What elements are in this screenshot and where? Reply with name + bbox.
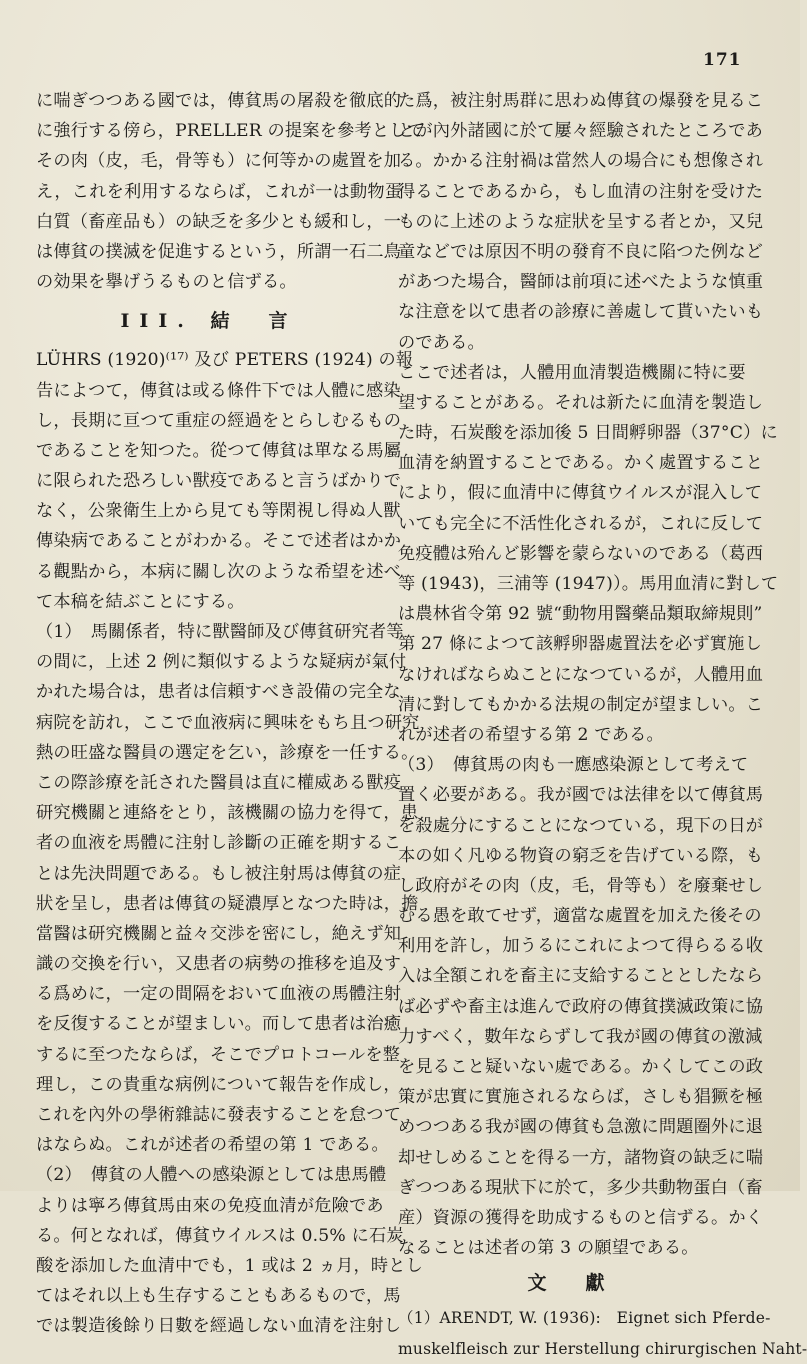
- paragraph-ichiseki-nicho: [36, 86, 425, 297]
- text-line: の効果を擧げうるものと信ずる。: [36, 272, 297, 293]
- text-line: 熱の旺盛な醫員の選定を乞い，診療を一任する。: [36, 742, 419, 763]
- text-line: 第 27 條によつて該孵卵器處置法を必ず實施し: [398, 634, 762, 655]
- text-line: めつつある我が國の傳貧も急激に問題圈外に退: [398, 1117, 764, 1138]
- text-line: に強行する傍ら，PRELLER の提案を參考として: [36, 121, 425, 142]
- text-line: これを內外の學術雜誌に發表することを怠つて: [36, 1105, 402, 1125]
- text-line: てはそれ以上も生存することもあるもので，馬: [36, 1286, 401, 1307]
- text-line: （2） 傳貧の人體への感染源としては患馬體: [36, 1165, 387, 1186]
- text-line: であることを知つた。從つて傳貧は單なる馬屬: [36, 440, 402, 461]
- text-line: 産）資源の獲得を助成するものと信ずる。かく: [398, 1207, 764, 1228]
- paragraph-wish-2-start: [36, 1160, 424, 1341]
- reference-list: [398, 1303, 807, 1363]
- text-line: 血清を納置することである。かく處置すること: [398, 453, 764, 474]
- text-line: （3） 傳貧馬の肉も一應感染源として考えて: [398, 755, 749, 776]
- text-line: なることは述者の第 3 の願望である。: [398, 1238, 699, 1259]
- text-line: ぎつつある現狀下に於て，多少共動物蛋白（畜: [398, 1177, 763, 1198]
- left-column: [36, 86, 425, 1342]
- text-line: を殺處分にすることになつている，現下の日が: [398, 815, 764, 836]
- text-line: 識の交換を行い，又患者の病勢の推移を追及す: [36, 954, 402, 975]
- text-line: な注意を以て患者の診療に善處して貰いたいも: [398, 302, 764, 323]
- paragraph-serum-request: [398, 358, 779, 750]
- text-line: の間に，上述 2 例に類似するような疑病が氣付: [36, 652, 407, 673]
- text-line: 狀を呈し，患者は傳貧の疑濃厚となつた時は，擔: [36, 893, 419, 914]
- text-line: とは先決問題である。もし被注射馬は傳貧の症: [36, 863, 402, 884]
- text-line: る。何となれば，傳貧ウイルスは 0.5% に石炭: [36, 1225, 404, 1246]
- text-line: その肉（皮，毛，骨等も）に何等かの處置を加: [36, 151, 402, 172]
- text-line: いても完全に不活性化されるが，これに反して: [398, 513, 764, 534]
- text-line: 當醫は研究機關と益々交渉を密にし，絶えず知: [36, 923, 402, 944]
- paragraph-wish-1: [36, 617, 420, 1160]
- text-line: に限られた恐ろしい獸疫であると言うばかりで: [36, 471, 402, 492]
- text-line: る觀點から，本病に關し次のような希望を述べ: [36, 561, 402, 582]
- text-line: のである。: [398, 332, 485, 353]
- text-line: 策が忠實に實施されるならば，さしも猖獗を極: [398, 1087, 764, 1108]
- text-line: 等 (1943)，三浦等 (1947)）。馬用血清に對して: [398, 574, 779, 594]
- paragraph-intro-conclusion: [36, 345, 414, 617]
- text-line: かれた場合は，患者は信頼すべき設備の完全な: [36, 682, 401, 703]
- text-line: ものに上述のような症狀を呈する者とか，又兒: [398, 211, 764, 232]
- page-number: 171: [703, 50, 742, 70]
- paragraph-wish-3: [398, 750, 764, 1263]
- text-line: 清に對してもかかる法規の制定が望ましい。こ: [398, 694, 764, 715]
- text-line: し政府がその肉（皮，毛，骨等も）を廢棄せし: [398, 875, 764, 896]
- text-line: れが述者の希望する第 2 である。: [398, 724, 664, 745]
- text-line: 力すべく，數年ならずして我が國の傳貧の激減: [398, 1026, 763, 1047]
- text-line: 理し，この貴重な病例について報告を作成し，: [36, 1074, 401, 1095]
- text-line: 告によつて，傳貧は或る條件下では人體に感染: [36, 380, 401, 401]
- text-line: はならぬ。これが述者の希望の第 1 である。: [36, 1135, 389, 1156]
- text-line: この際診療を託された醫員は直に權威ある獸疫: [36, 772, 402, 793]
- text-line: 本の如く凡ゆる物資の窮乏を告げている際，も: [398, 845, 764, 866]
- text-line: 望することがある。それは新たに血清を製造し: [398, 392, 764, 413]
- text-line: 置く必要がある。我が國では法律を以て傳貧馬: [398, 785, 764, 806]
- text-line: では製造後餘り日數を經過しない血清を注射し: [36, 1316, 402, 1337]
- text-line: 入は全額これを畜主に支給することとしたなら: [398, 966, 764, 987]
- text-line: た爲，被注射馬群に思わぬ傳貧の爆發を見るこ: [398, 91, 764, 111]
- text-line: た時，石炭酸を添加後 5 日間孵卵器（37°C）に: [398, 423, 778, 444]
- text-line: なければならぬことになつているが，人體用血: [398, 664, 764, 685]
- text-line: ここで述者は，人體用血清製造機關に特に要: [398, 362, 746, 383]
- text-line: 研究機關と連絡をとり，該機關の協力を得て，患: [36, 803, 419, 824]
- text-line: 免疫體は殆んど影響を蒙らないのである（葛西: [398, 543, 764, 564]
- reference-item: （1）ARENDT, W. (1936): Eignet sich Pferde-: [398, 1309, 771, 1328]
- text-line: とが內外諸國に於て屢々經驗されたところであ: [398, 121, 763, 142]
- text-line: 得ることであるから，もし血清の注射を受けた: [398, 181, 764, 202]
- text-line: え，これを利用するならば，これが一は動物蛋: [36, 181, 403, 202]
- text-line: 利用を許し，加うるにこれによつて得らるる收: [398, 936, 764, 957]
- text-line: よりは寧ろ傳貧馬由來の免疫血清が危險であ: [36, 1195, 384, 1216]
- text-line: 酸を添加した血清中でも，1 或は 2 ヵ月，時とし: [36, 1255, 424, 1276]
- right-column: [398, 86, 807, 1364]
- text-line: むる愚を敢てせず，適當な處置を加えた後その: [398, 906, 762, 927]
- text-line: するに至つたならば，そこでプロトコールを整: [36, 1044, 401, 1065]
- section-heading-references: 文 獻: [527, 1272, 615, 1295]
- text-line: に喘ぎつつある國では，傳貧馬の屠殺を徹底的: [36, 91, 402, 111]
- text-line: を反復することが望ましい。而して患者は治癒: [36, 1014, 402, 1035]
- text-line: LÜHRS (1920)⁽¹⁷⁾ 及び PETERS (1924) の報: [36, 350, 414, 371]
- text-line: 者の血液を馬體に注射し診斷の正確を期するこ: [36, 833, 402, 854]
- paragraph-wish-2-continued: [398, 86, 764, 358]
- text-line: る。かかる注射禍は當然人の場合にも想像され: [398, 151, 764, 172]
- text-line: ば必ずや畜主は進んで政府の傳貧撲滅政策に協: [398, 996, 764, 1017]
- text-line: を見ること疑いない處である。かくしてこの政: [398, 1057, 764, 1077]
- text-line: があつた場合，醫師は前項に述べたような慎重: [398, 272, 764, 293]
- text-line: は農林省令第 92 號“動物用醫藥品類取締規則”: [398, 604, 763, 625]
- text-line: は傳貧の撲滅を促進するという，所謂一石二鳥: [36, 241, 402, 262]
- reference-item: muskelfleisch zur Herstellung chirurgischen Naht-: [398, 1339, 807, 1358]
- text-line: により，假に血清中に傳貧ウイルスが混入して: [398, 483, 763, 504]
- text-line: て本稿を結ぶことにする。: [36, 591, 245, 612]
- text-line: 傳染病であることがわかる。そこで述者はかか: [36, 531, 402, 552]
- text-line: 病院を訪れ，ここで血液病に興味をもち且つ研究: [36, 712, 420, 733]
- text-line: （1） 馬關係者，特に獸醫師及び傳貧研究者等: [36, 622, 404, 642]
- text-line: し，長期に亘つて重症の經過をとらしむるもの: [36, 410, 402, 431]
- text-line: 童などでは原因不明の發育不良に陷つた例など: [398, 241, 764, 262]
- text-line: 却せしめることを得る一方，諸物資の缺乏に喘: [398, 1147, 764, 1168]
- text-line: なく，公衆衛生上から見ても等閑視し得ぬ人獸: [36, 501, 401, 522]
- text-line: 白質（畜産品も）の缺乏を多少とも緩和し，一: [36, 211, 402, 232]
- text-line: る爲めに，一定の間隔をおいて血液の馬體注射: [36, 984, 402, 1005]
- section-heading-conclusion: III. 結 言: [120, 310, 298, 333]
